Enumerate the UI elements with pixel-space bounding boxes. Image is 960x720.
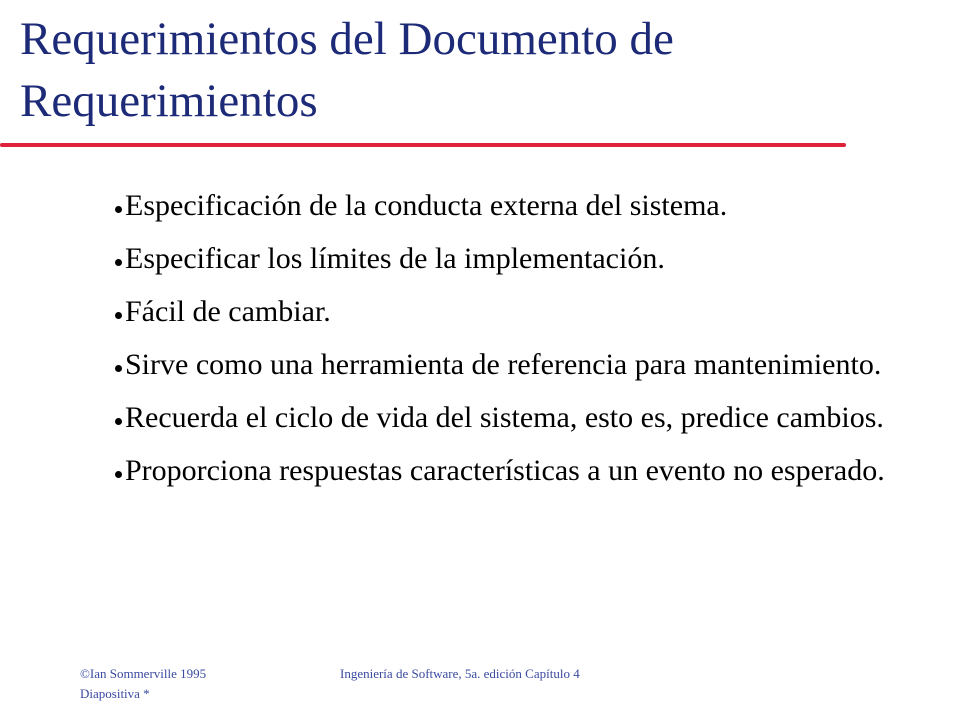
slide-title <box>20 8 900 132</box>
bullet-item <box>115 345 905 384</box>
footer-copyright <box>80 664 310 704</box>
bullet-dot-icon <box>115 418 122 425</box>
bullet-dot-icon <box>115 365 122 372</box>
bullet-item <box>115 186 905 225</box>
bullet-item <box>115 451 905 490</box>
bullet-text: Especificar los límites de la implementación. <box>125 242 665 275</box>
bullet-list <box>115 186 905 504</box>
title-line-1: Requerimientos del Documento de <box>20 13 674 65</box>
footer-book-info <box>340 664 760 684</box>
bullet-text: Recuerda el ciclo de vida del sistema, esto es, predice cambios. <box>125 401 884 434</box>
copyright-text: ©Ian Sommerville 1995 <box>80 666 207 681</box>
bullet-dot-icon <box>115 206 122 213</box>
bullet-text: Fácil de cambiar. <box>125 295 331 328</box>
bullet-text: Especificación de la conducta externa del sistema. <box>125 189 728 222</box>
bullet-dot-icon <box>115 259 122 266</box>
bullet-item <box>115 398 905 437</box>
bullet-dot-icon <box>115 471 122 478</box>
title-line-2: Requerimientos <box>20 75 318 127</box>
slide-number-label: Diapositiva * <box>80 686 150 701</box>
book-text: Ingeniería de Software, 5a. edición Capítulo 4 <box>340 666 580 681</box>
bullet-item <box>115 239 905 278</box>
bullet-dot-icon <box>115 312 122 319</box>
bullet-item <box>115 292 905 331</box>
title-underline <box>0 143 846 147</box>
bullet-text: Sirve como una herramienta de referencia para mantenimiento. <box>125 348 882 381</box>
bullet-text: Proporciona respuestas características a un evento no esperado. <box>125 454 885 487</box>
